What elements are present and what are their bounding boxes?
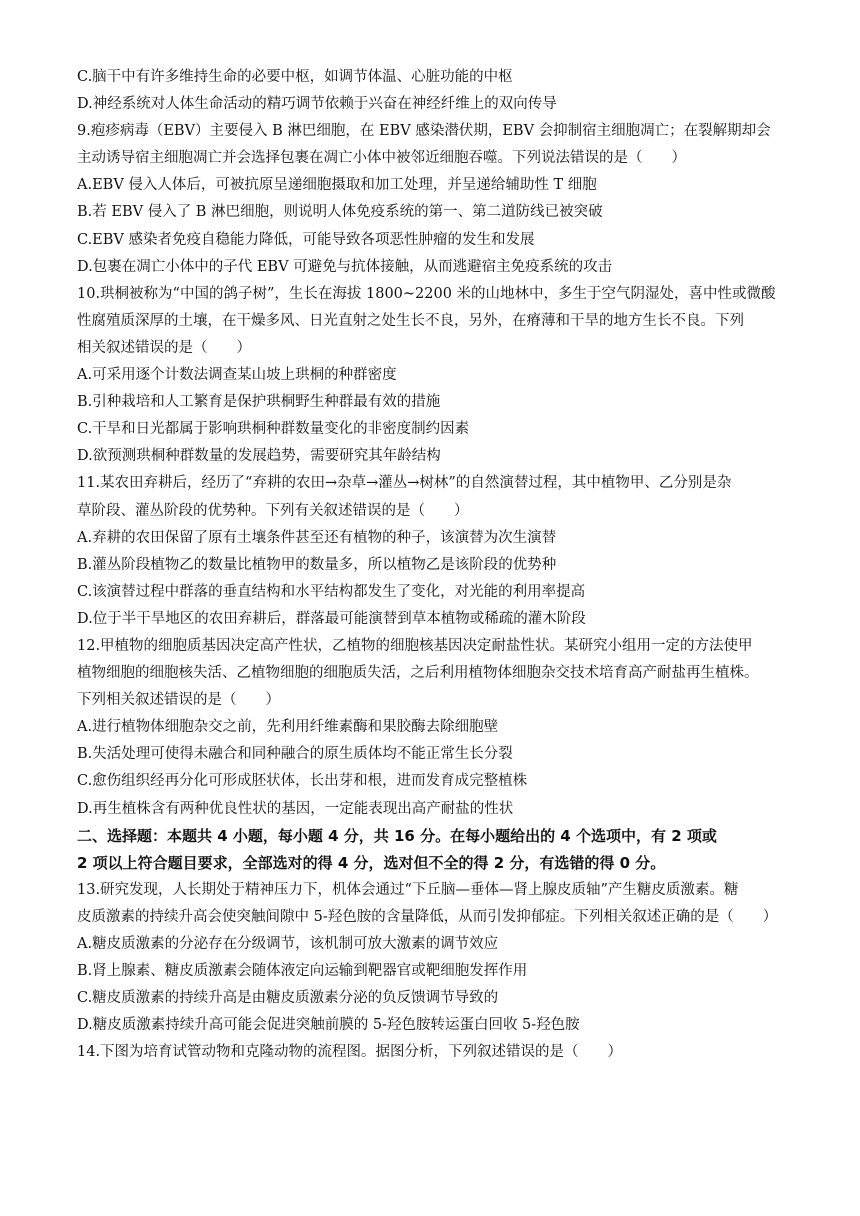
text-line: 植物细胞的细胞核失活、乙植物细胞的细胞质失活，之后利用植物体细胞杂交技术培育高产耐盐再生植株。	[77, 665, 759, 682]
exam-page	[77, 64, 783, 1066]
text-line: C.愈伤组织经再分化可形成胚状体，长出芽和根，进而发育成完整植株	[77, 773, 528, 790]
text-line: C.该演替过程中群落的垂直结构和水平结构都发生了变化，对光能的利用率提高	[77, 583, 586, 600]
text-line: D.包裹在凋亡小体中的子代 EBV 可避免与抗体接触，从而逃避宿主免疫系统的攻击	[77, 258, 613, 275]
text-line: 相关叙述错误的是（ ）	[77, 339, 251, 356]
text-line: C.干旱和日光都属于影响珙桐种群数量变化的非密度制约因素	[77, 421, 470, 438]
text-line: B.肾上腺素、糖皮质激素会随体液定向运输到靶器官或靶细胞发挥作用	[77, 963, 528, 980]
text-line: 12.甲植物的细胞质基因决定高产性状，乙植物的细胞核基因决定耐盐性状。某研究小组用一定的方法使甲	[77, 637, 753, 654]
text-line: C.糖皮质激素的持续升高是由糖皮质激素分泌的负反馈调节导致的	[77, 990, 499, 1007]
text-line: C.EBV 感染者免疫自稳能力降低，可能导致各项恶性肿瘤的发生和发展	[77, 231, 535, 248]
text-line: 13.研究发现，人长期处于精神压力下，机体会通过“下丘脑—垂体—肾上腺皮质轴”产生糖皮质激素。糖	[77, 881, 739, 898]
text-line: B.引种栽培和人工繁育是保护珙桐野生种群最有效的措施	[77, 394, 441, 411]
text-line: 下列相关叙述错误的是（ ）	[77, 692, 280, 709]
text-line: B.灌丛阶段植物乙的数量比植物甲的数量多，所以植物乙是该阶段的优势种	[77, 556, 557, 573]
section-heading: 二、选择题：本题共 4 小题，每小题 4 分，共 16 分。在每小题给出的 4 个选项中，有 2 项或	[77, 826, 717, 845]
text-line: D.神经系统对人体生命活动的精巧调节依赖于兴奋在神经纤维上的双向传导	[77, 96, 557, 113]
text-line: A.进行植物体细胞杂交之前，先利用纤维素酶和果胶酶去除细胞壁	[77, 719, 499, 736]
section-heading: 2 项以上符合题目要求，全部选对的得 4 分，选对但不全的得 2 分，有选错的得 0 分。	[77, 853, 666, 872]
text-line: A.弃耕的农田保留了原有土壤条件甚至还有植物的种子，该演替为次生演替	[77, 529, 557, 546]
text-line: 主动诱导宿主细胞凋亡并会选择包裹在凋亡小体中被邻近细胞吞噬。下列说法错误的是（ ）	[77, 150, 686, 167]
text-line: D.再生植株含有两种优良性状的基因，一定能表现出高产耐盐的性状	[77, 800, 514, 817]
text-line: 皮质激素的持续升高会使突触间隙中 5-羟色胺的含量降低，从而引发抑郁症。下列相关叙述正确的是（ ）	[77, 908, 778, 925]
text-line: A.糖皮质激素的分泌存在分级调节，该机制可放大激素的调节效应	[77, 936, 499, 952]
text-line: 9.疱疹病毒（EBV）主要侵入 B 淋巴细胞，在 EBV 感染潜伏期，EBV 会抑制宿主细胞凋亡；在裂解期却会	[77, 123, 771, 140]
text-line: 草阶段、灌丛阶段的优势种。下列有关叙述错误的是（ ）	[77, 502, 469, 519]
text-line: A.EBV 侵入人体后，可被抗原呈递细胞摄取和加工处理，并呈递给辅助性 T 细胞	[77, 177, 597, 194]
text-line: B.若 EBV 侵入了 B 淋巴细胞，则说明人体免疫系统的第一、第二道防线已被突破	[77, 204, 603, 221]
text-line: D.糖皮质激素持续升高可能会促进突触前膜的 5-羟色胺转运蛋白回收 5-羟色胺	[77, 1017, 580, 1034]
text-line: A.可采用逐个计数法调查某山坡上珙桐的种群密度	[77, 367, 397, 384]
text-line: C.脑干中有许多维持生命的必要中枢，如调节体温、心脏功能的中枢	[77, 69, 513, 85]
text-line: 14.下图为培育试管动物和克隆动物的流程图。据图分析，下列叙述错误的是（ ）	[77, 1044, 623, 1061]
text-line: 11.某农田弃耕后，经历了“弃耕的农田→杂草→灌丛→树林”的自然演替过程，其中植物甲、乙分别是杂	[77, 475, 732, 492]
text-line: B.失活处理可使得未融合和同种融合的原生质体均不能正常生长分裂	[77, 746, 513, 763]
text-line: D.欲预测珙桐种群数量的发展趋势，需要研究其年龄结构	[77, 448, 441, 465]
text-line: 10.珙桐被称为“中国的鸽子树”，生长在海拔 1800~2200 米的山地林中，多生于空气阴湿处，喜中性或微酸	[77, 285, 776, 302]
text-line: 性腐殖质深厚的土壤，在干燥多风、日光直射之处生长不良，另外，在瘠薄和干旱的地方生长不良。下列	[77, 312, 744, 329]
text-line: D.位于半干旱地区的农田弃耕后，群落最可能演替到草本植物或稀疏的灌木阶段	[77, 610, 586, 627]
